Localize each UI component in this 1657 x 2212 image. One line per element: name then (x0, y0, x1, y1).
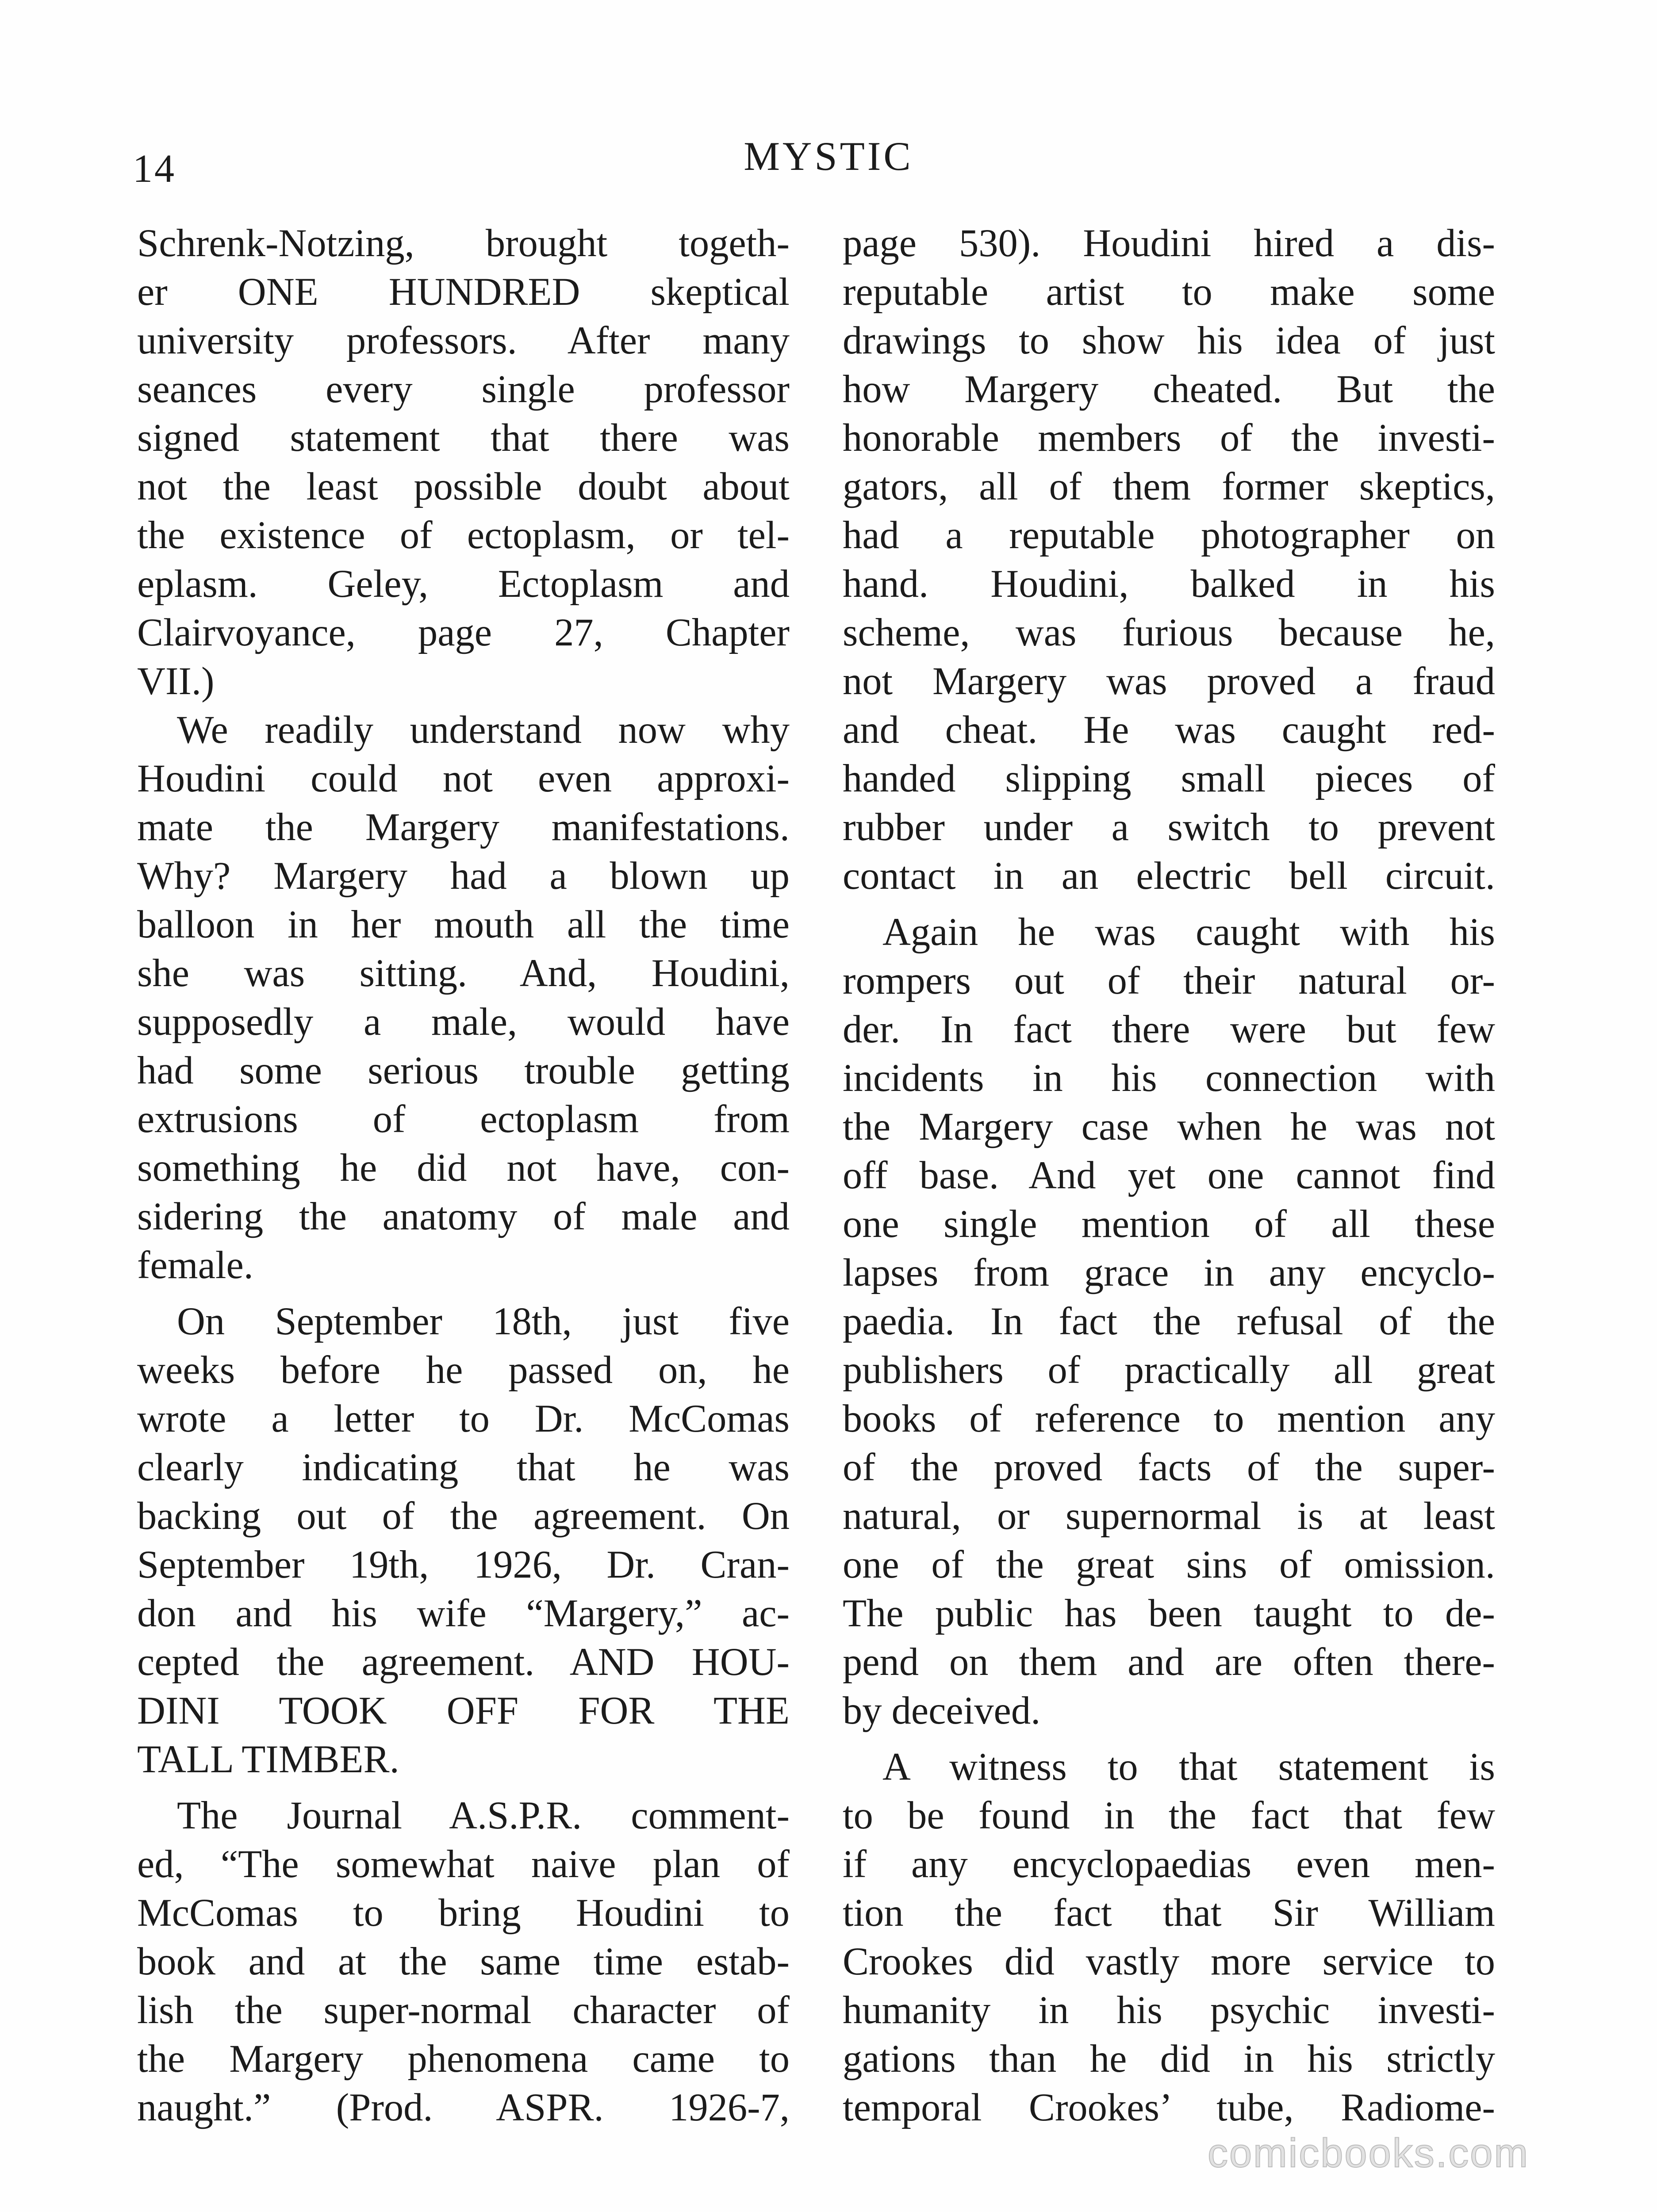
text-line: weeks before he passed on, he (137, 1348, 790, 1392)
text-line: something he did not have, con- (137, 1146, 790, 1190)
text-line: mate the Margery manifestations. (137, 806, 790, 849)
text-line: publishers of practically all great (843, 1348, 1495, 1392)
text-line: to be found in the fact that few (843, 1794, 1495, 1837)
text-line: one of the great sins of omission. (843, 1543, 1495, 1586)
text-line: pend on them and are often there- (843, 1640, 1495, 1684)
text-line: handed slipping small pieces of (843, 757, 1495, 800)
text-line: VII.) (137, 660, 215, 703)
text-line: and cheat. He was caught red- (843, 708, 1495, 752)
text-line: rubber under a switch to prevent (843, 806, 1495, 849)
text-line: reputable artist to make some (843, 270, 1495, 314)
text-line: she was sitting. And, Houdini, (137, 952, 790, 995)
text-line: Again he was caught with his (882, 910, 1495, 954)
text-line: Crookes did vastly more service to (843, 1940, 1495, 1983)
text-line: clearly indicating that he was (137, 1446, 790, 1489)
text-line: rompers out of their natural or- (843, 959, 1495, 1002)
paragraph-gap (137, 1290, 790, 1297)
page-number: 14 (133, 147, 176, 191)
text-line: September 19th, 1926, Dr. Cran- (137, 1543, 790, 1586)
text-line: On September 18th, just five (177, 1300, 790, 1343)
text-line: Schrenk-Notzing, brought togeth- (137, 222, 790, 265)
left-column (137, 219, 790, 2132)
text-line: ed, “The somewhat naive plan of (137, 1843, 790, 1886)
text-line: extrusions of ectoplasm from (137, 1098, 790, 1141)
text-line: cepted the agreement. AND HOU- (137, 1640, 790, 1684)
text-line: book and at the same time estab- (137, 1940, 790, 1983)
text-line: er ONE HUNDRED skeptical (137, 270, 790, 314)
text-line: by deceived. (843, 1689, 1041, 1732)
text-line: not Margery was proved a fraud (843, 660, 1495, 703)
text-line: incidents in his connection with (843, 1056, 1495, 1100)
text-line: McComas to bring Houdini to (137, 1891, 790, 1935)
text-line: We readily understand now why (177, 708, 790, 752)
paragraph-gap (843, 900, 1495, 908)
text-line: one single mention of all these (843, 1202, 1495, 1246)
text-line: signed statement that there was (137, 416, 790, 460)
text-line: backing out of the agreement. On (137, 1494, 790, 1538)
text-line: don and his wife “Margery,” ac- (137, 1592, 790, 1635)
text-line: A witness to that statement is (882, 1745, 1495, 1789)
text-line: seances every single professor (137, 368, 790, 411)
text-line: page 530). Houdini hired a dis- (843, 222, 1495, 265)
text-line: lapses from grace in any encyclo- (843, 1251, 1495, 1294)
text-line: temporal Crookes’ tube, Radiome- (843, 2086, 1495, 2129)
text-line: of the proved facts of the super- (843, 1446, 1495, 1489)
text-line: hand. Houdini, balked in his (843, 562, 1495, 606)
text-line: female. (137, 1244, 253, 1287)
text-line: paedia. In fact the refusal of the (843, 1300, 1495, 1343)
running-head: MYSTIC (744, 134, 913, 179)
text-line: DINI TOOK OFF FOR THE (137, 1689, 790, 1732)
text-line: lish the super-normal character of (137, 1989, 790, 2032)
text-line: gators, all of them former skeptics, (843, 465, 1495, 508)
text-line: sidering the anatomy of male and (137, 1195, 790, 1238)
text-line: The public has been taught to de- (843, 1592, 1495, 1635)
watermark: comicbooks.com (1208, 2131, 1530, 2176)
text-line: wrote a letter to Dr. McComas (137, 1397, 790, 1440)
text-line: the Margery case when he was not (843, 1105, 1495, 1148)
text-line: gations than he did in his strictly (843, 2037, 1495, 2081)
text-line: TALL TIMBER. (137, 1738, 399, 1781)
text-line: naught.” (Prod. ASPR. 1926-7, (137, 2086, 790, 2129)
text-line: Clairvoyance, page 27, Chapter (137, 611, 790, 654)
text-line: university professors. After many (137, 319, 790, 362)
text-line: balloon in her mouth all the time (137, 903, 790, 946)
text-line: natural, or supernormal is at least (843, 1494, 1495, 1538)
text-line: the Margery phenomena came to (137, 2037, 790, 2081)
text-line: how Margery cheated. But the (843, 368, 1495, 411)
text-line: had a reputable photographer on (843, 514, 1495, 557)
text-line: der. In fact there were but few (843, 1008, 1495, 1051)
text-line: books of reference to mention any (843, 1397, 1495, 1440)
text-line: Houdini could not even approxi- (137, 757, 790, 800)
text-line: eplasm. Geley, Ectoplasm and (137, 562, 790, 606)
text-line: humanity in his psychic investi- (843, 1989, 1495, 2032)
text-line: Why? Margery had a blown up (137, 854, 790, 898)
text-line: tion the fact that Sir William (843, 1891, 1495, 1935)
text-line: supposedly a male, would have (137, 1000, 790, 1044)
text-line: if any encyclopaedias even men- (843, 1843, 1495, 1886)
text-line: the existence of ectoplasm, or tel- (137, 514, 790, 557)
right-column (843, 219, 1495, 2132)
paragraph-gap (843, 1735, 1495, 1743)
text-line: honorable members of the investi- (843, 416, 1495, 460)
text-line: not the least possible doubt about (137, 465, 790, 508)
paragraph-gap (137, 1784, 790, 1791)
text-line: contact in an electric bell circuit. (843, 854, 1495, 898)
text-line: drawings to show his idea of just (843, 319, 1495, 362)
text-line: had some serious trouble getting (137, 1049, 790, 1092)
text-line: scheme, was furious because he, (843, 611, 1495, 654)
text-line: off base. And yet one cannot find (843, 1154, 1495, 1197)
text-line: The Journal A.S.P.R. comment- (177, 1794, 790, 1837)
